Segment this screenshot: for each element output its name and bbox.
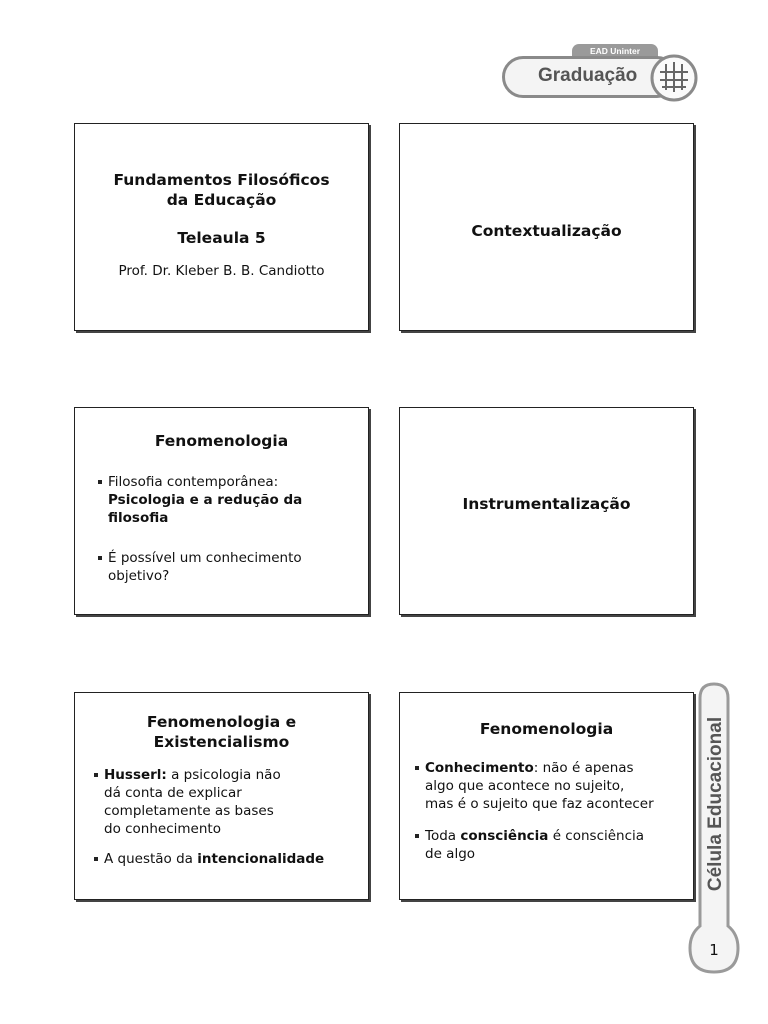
slide-heading: Fenomenologia xyxy=(479,720,614,738)
slide-title-line1: Fundamentos Filosóficos xyxy=(113,171,330,189)
graduacao-logo xyxy=(500,40,708,106)
slide-instrumentalizacao xyxy=(399,407,694,615)
slide-fenomenologia-1 xyxy=(74,407,369,615)
bullet-item: Husserl: a psicologia não dá conta de explicar completamente as bases do conhecimento xyxy=(93,766,362,838)
slide-heading: Fenomenologia xyxy=(154,432,289,450)
slide-heading-line1: Fenomenologia e xyxy=(146,713,297,731)
logo-label: Graduação xyxy=(538,65,638,86)
slide-heading: Instrumentalização xyxy=(462,495,631,513)
bullet-item: Conhecimento: não é apenas algo que acontece no sujeito, mas é o sujeito que faz acontecer xyxy=(414,759,689,813)
page-number: 1 xyxy=(709,941,719,959)
slide-fenomenologia-existencialismo xyxy=(74,692,369,900)
side-tab-label: Célula Educacional xyxy=(705,716,727,892)
slide-title xyxy=(74,123,369,331)
slide-heading-line2: Existencialismo xyxy=(153,733,290,751)
slide-author: Prof. Dr. Kleber B. B. Candiotto xyxy=(118,263,325,279)
slide-subtitle: Teleaula 5 xyxy=(177,229,266,247)
bullet-item: Toda consciência é consciência de algo xyxy=(414,827,689,863)
slide-heading: Contextualização xyxy=(471,222,622,240)
slide-title-line2: da Educação xyxy=(166,191,277,209)
bullet-item: Filosofia contemporânea: Psicologia e a redução da filosofia xyxy=(97,473,358,527)
slide-fenomenologia-2 xyxy=(399,692,694,900)
bullet-item: É possível um conhecimento objetivo? xyxy=(97,549,358,585)
globe-icon xyxy=(648,46,700,106)
ead-uninter-badge: EAD Uninter xyxy=(572,44,658,58)
bullet-item: A questão da intencionalidade xyxy=(93,850,362,868)
slide-contextualizacao xyxy=(399,123,694,331)
